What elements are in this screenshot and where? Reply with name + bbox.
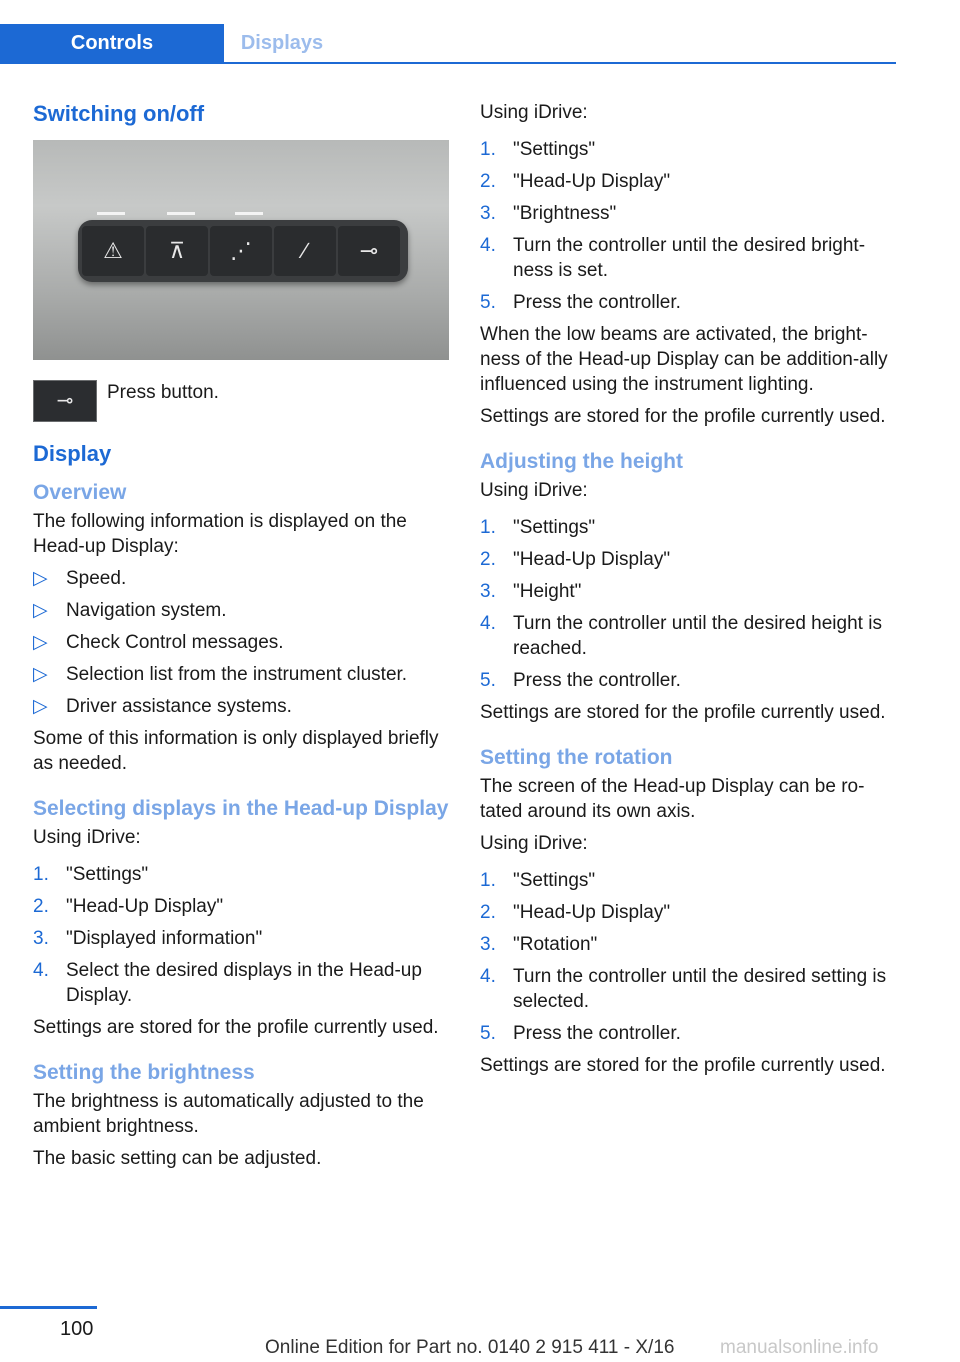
- brightness-steps: [480, 137, 894, 315]
- subheading-rotation: Setting the rotation: [480, 746, 673, 769]
- rotation-steps: [480, 868, 894, 1046]
- stored-note: Settings are stored for the profile currently used.: [33, 1017, 439, 1038]
- heading-display: Display: [33, 441, 112, 466]
- using-idrive: Using iDrive:: [480, 102, 588, 123]
- press-button-row: [33, 380, 449, 422]
- page-number-rule: [0, 1306, 97, 1309]
- subheading-overview: Overview: [33, 481, 127, 504]
- subheading-height: Adjusting the height: [480, 450, 683, 473]
- stored-note: Settings are stored for the profile currently used.: [480, 406, 886, 427]
- list-item: 1. "Settings": [480, 139, 596, 160]
- watermark: manualsonline.info: [720, 1337, 879, 1358]
- footer-edition: Online Edition for Part no. 0140 2 915 411 - X/16: [265, 1337, 675, 1358]
- indicator-led: [167, 212, 195, 215]
- list-item: 1. "Settings": [33, 864, 149, 885]
- bullet-triangle-icon: ▷: [33, 600, 48, 621]
- height-steps: [480, 515, 894, 693]
- rotation-intro: The screen of the Head-up Display can be ro‐tated around its own axis.: [480, 776, 865, 822]
- stored-note: Settings are stored for the profile currently used.: [480, 702, 886, 723]
- bullet-triangle-icon: ▷: [33, 664, 48, 685]
- using-idrive: Using iDrive:: [480, 480, 588, 501]
- list-item: 2. "Head-Up Display": [480, 171, 671, 192]
- list-item: 3. "Displayed information": [33, 928, 263, 949]
- subheading-brightness: Setting the brightness: [33, 1061, 255, 1084]
- indicator-led: [97, 212, 125, 215]
- head-up-display-icon: ⊸: [338, 226, 400, 276]
- list-item: 5. Press the controller.: [480, 292, 681, 313]
- list-item: ▷ Navigation system.: [33, 600, 227, 621]
- brightness-auto: The brightness is automatically adjusted to the ambient brightness.: [33, 1091, 424, 1137]
- page-number: 100: [60, 1318, 94, 1340]
- list-item: 2. "Head-Up Display": [480, 549, 671, 570]
- bullet-triangle-icon: ▷: [33, 632, 48, 653]
- list-item: ▷ Selection list from the instrument cluster.: [33, 664, 408, 685]
- list-item: 2. "Head-Up Display": [480, 902, 671, 923]
- head-up-display-button-icon: ⊸: [33, 380, 97, 422]
- overview-list: [33, 566, 449, 719]
- section-tabs: [0, 24, 896, 64]
- using-idrive: Using iDrive:: [33, 827, 141, 848]
- list-item: ▷ Driver assistance systems.: [33, 696, 292, 717]
- list-item: 5. Press the controller.: [480, 1023, 681, 1044]
- list-item: 5. Press the controller.: [480, 670, 681, 691]
- list-item: ▷ Check Control messages.: [33, 632, 284, 653]
- bullet-triangle-icon: ▷: [33, 568, 48, 589]
- button-panel-photo: [33, 140, 449, 360]
- parking-icon: ⋰: [210, 226, 272, 276]
- heading-switching: Switching on/off: [33, 101, 205, 126]
- list-item: 1. "Settings": [480, 517, 596, 538]
- list-item: ▷ Speed.: [33, 568, 127, 589]
- list-item: 4. Turn the controller until the desired bright‐ness is set.: [480, 235, 866, 281]
- list-item: 4. Turn the controller until the desired setting is selected.: [480, 966, 887, 1012]
- press-button-text: Press button.: [107, 382, 219, 403]
- list-item: 4. Select the desired displays in the Head-up Display.: [33, 960, 422, 1006]
- button-panel: [78, 220, 408, 282]
- brightness-basic: The basic setting can be adjusted.: [33, 1148, 322, 1169]
- lane-warning-icon: ⚠: [82, 226, 144, 276]
- selecting-steps: [33, 862, 449, 1008]
- indicator-led: [235, 212, 263, 215]
- list-item: 3. "Rotation": [480, 934, 598, 955]
- overview-note: Some of this information is only displayed briefly as needed.: [33, 728, 439, 774]
- tab-controls[interactable]: Controls: [0, 24, 224, 62]
- tab-displays[interactable]: Displays: [240, 32, 324, 54]
- list-item: 3. "Brightness": [480, 203, 617, 224]
- list-item: 3. "Height": [480, 581, 582, 602]
- collision-warning-icon: ⊼: [146, 226, 208, 276]
- overview-intro: The following information is displayed on the Head-up Display:: [33, 511, 407, 557]
- bullet-triangle-icon: ▷: [33, 696, 48, 717]
- right-column: [480, 100, 894, 1085]
- list-item: 4. Turn the controller until the desired height is reached.: [480, 613, 882, 659]
- using-idrive: Using iDrive:: [480, 833, 588, 854]
- lane-change-icon: ∕: [274, 226, 336, 276]
- left-column: [33, 100, 449, 1178]
- subheading-selecting: Selecting displays in the Head-up Display: [33, 797, 449, 820]
- list-item: 2. "Head-Up Display": [33, 896, 224, 917]
- list-item: 1. "Settings": [480, 870, 596, 891]
- lowbeam-note: When the low beams are activated, the bright‐ness of the Head-up Display can be addition‐ally influenced using the instrument lighting.: [480, 324, 888, 395]
- stored-note: Settings are stored for the profile currently used.: [480, 1055, 886, 1076]
